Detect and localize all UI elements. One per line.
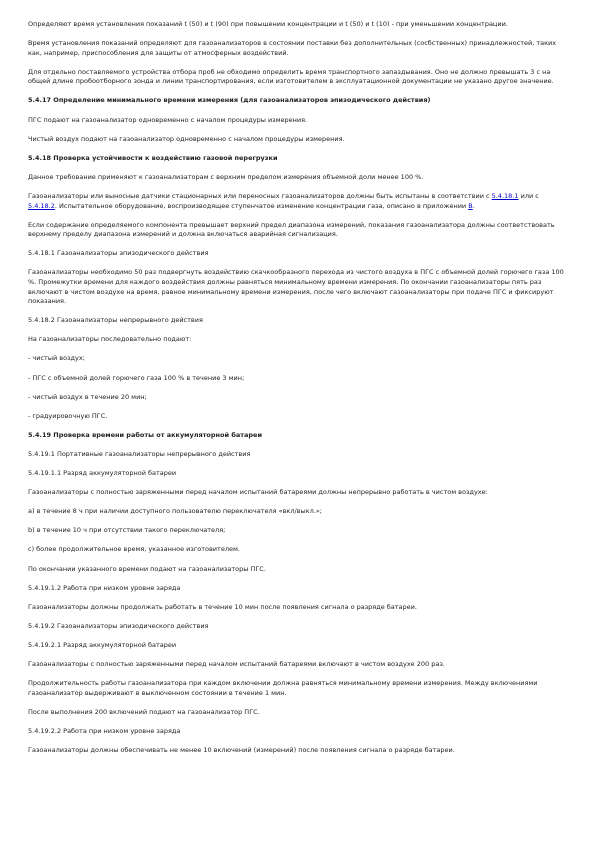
paragraph — [28, 708, 568, 718]
paragraph-text: Продолжительность работы газоанализатора при каждом включении должна равняться минимальному времени измерения. Между включениями газоанализатор выдерживают в выключенном состоянии в течение 1 мин. — [28, 679, 538, 697]
paragraph — [28, 526, 568, 536]
paragraph-text: 5.4.19.2.1 Разряд аккумуляторной батареи — [28, 640, 177, 649]
paragraph — [28, 507, 568, 517]
paragraph — [28, 393, 568, 403]
paragraph-text: ПГС подают на газоанализатор одновременно с началом процедуры измерения. — [28, 115, 308, 124]
paragraph — [28, 335, 568, 345]
paragraph-text: Газоанализаторы с полностью заряженными перед началом испытаний батареями включают в чистом воздухе 200 раз. — [28, 659, 445, 668]
paragraph — [28, 374, 568, 384]
paragraph — [28, 192, 568, 211]
paragraph — [28, 545, 568, 555]
document-body — [28, 20, 568, 765]
paragraph — [28, 746, 568, 756]
paragraph-text: Время установления показаний определяют для газоанализаторов в состоянии поставки без дополнительных (сосбственных) принадлежностей, таких как, например, приспособления для защиты от атмосферных воздействий. — [28, 39, 557, 57]
paragraph — [28, 221, 568, 240]
paragraph-text: Газоанализаторы с полностью заряженными перед началом испытаний батареями должны непрерывно работать в чистом воздухе: — [28, 488, 488, 497]
paragraph-text: 5.4.19.1 Портативные газоанализаторы непрерывного действия — [28, 449, 251, 458]
paragraph-text: . Испытательное оборудование, воспроизводящее ступенчатое изменение концентрации газа, описано в приложении — [54, 201, 469, 210]
paragraph-text: Для отдельно поставляемого устройства отбора проб не обходимо определить время транспортного запаздывания. Оно не должно превышать 3 с на общей длине пробоотборного зонда и линии транспортирования, если изготовителем в эксплуатационной документации не указано другое значение. — [28, 67, 554, 86]
paragraph-text: 5.4.19.2.2 Работа при низком уровне заряда — [28, 726, 181, 735]
paragraph — [28, 20, 568, 30]
paragraph-text: Газоанализаторы должны обеспечивать не менее 10 включений (измерений) после появления сигнала о разряде батареи. — [28, 745, 455, 754]
paragraph — [28, 450, 568, 460]
paragraph-text: Газоанализаторы необходимо 50 раз подвергнуть воздействию скачкообразного перехода из чистого воздуха в ПГС с объемной долей горючего газа 100 %. Промежутки времени для каждого воздействия должны равняться минимальному времени измерения. По окончании газоанализаторы пять раз включают в чистом воздухе на время, равное минимальному времени измерения, после чего включают газоанализаторы при подаче ПГС и фиксируют показания. — [28, 268, 564, 306]
paragraph-text: - ПГС с объемной долей горючего газа 100 % в течение 3 мин; — [28, 373, 245, 382]
paragraph-text: - чистый воздух в течение 20 мин; — [28, 392, 147, 401]
paragraph-text: 5.4.18.1 Газоанализаторы эпизодического действия — [28, 249, 209, 258]
paragraph — [28, 488, 568, 498]
paragraph-text: с) более продолжительное время, указанное изготовителем. — [28, 545, 240, 554]
paragraph-text: b) в течение 10 ч при отсутствии такого переключателя; — [28, 526, 226, 535]
paragraph-text: - чистый воздух; — [28, 354, 85, 363]
reference-link[interactable]: 5.4.18.1 — [491, 191, 519, 200]
paragraph-text: Газоанализаторы должны продолжать работать в течение 10 мин после появления сигнала о разряде батареи. — [28, 602, 417, 611]
paragraph-text: - градуировочную ПГС. — [28, 411, 108, 420]
paragraph — [28, 679, 568, 698]
paragraph — [28, 622, 568, 632]
paragraph — [28, 412, 568, 422]
paragraph-text: 5.4.18 Проверка устойчивости к воздействию газовой перегрузки — [28, 153, 278, 162]
paragraph-text: После выполнения 200 включений подают на газоанализатор ПГС. — [28, 707, 260, 716]
paragraph — [28, 173, 568, 183]
paragraph — [28, 727, 568, 737]
paragraph-text: 5.4.19.2 Газоанализаторы эпизодического действия — [28, 621, 209, 630]
paragraph-text: Если содержание определяемого компонента превышает верхний предел диапазона измерений, показания газоанализатора должны соответствовать верхнему пределу диапазона измерений и должна включаться аварийная сигнализация. — [28, 220, 555, 239]
paragraph — [28, 135, 568, 145]
reference-link[interactable]: 5.4.18.2 — [28, 201, 55, 210]
paragraph-text: 5.4.19 Проверка времени работы от аккумуляторной батареи — [28, 430, 263, 439]
paragraph-text: 5.4.19.1.2 Работа при низком уровне заряда — [28, 583, 181, 592]
paragraph — [28, 354, 568, 364]
section-heading — [28, 154, 568, 164]
paragraph-text: 5.4.19.1.1 Разряд аккумуляторной батареи — [28, 469, 177, 478]
paragraph — [28, 68, 568, 87]
section-heading — [28, 96, 568, 106]
paragraph-text: 5.4.18.2 Газоанализаторы непрерывного действия — [28, 316, 203, 325]
paragraph — [28, 584, 568, 594]
paragraph-text: Определяют время установления показаний t (50) и t (90) при повышении концентрации и t (50) и t (10) - при уменьшении концентрации. — [28, 20, 508, 28]
paragraph-text: По окончании указанного времени подают на газоанализаторы ПГС. — [28, 564, 266, 573]
paragraph-text: . — [472, 201, 475, 210]
paragraph-text: Данное требование применяют к газоанализаторам с верхним пределом измерения объемной доли менее 100 %. — [28, 172, 424, 181]
paragraph — [28, 249, 568, 259]
paragraph — [28, 39, 568, 58]
paragraph — [28, 565, 568, 575]
paragraph — [28, 641, 568, 651]
paragraph-text: 5.4.17 Определение минимального времени измерения (для газоанализаторов эпизодического действия) — [28, 96, 431, 105]
reference-link[interactable]: В — [468, 201, 473, 210]
paragraph-text: На газоанализаторы последовательно подают: — [28, 335, 192, 344]
paragraph-text: Чистый воздух подают на газоанализатор одновременно с началом процедуры измерения. — [28, 134, 345, 143]
paragraph — [28, 268, 568, 306]
paragraph-text: а) в течение 8 ч при наличии доступного пользователю переключателя «вкл/выкл.»; — [28, 507, 322, 516]
paragraph — [28, 660, 568, 670]
paragraph — [28, 603, 568, 613]
section-heading — [28, 431, 568, 441]
paragraph-text: Газоанализаторы или выносные датчики стационарных или переносных газоанализаторов должны быть испытаны в соответствии с — [28, 191, 492, 200]
paragraph — [28, 116, 568, 126]
paragraph — [28, 316, 568, 326]
paragraph-text: или с — [518, 191, 539, 200]
paragraph — [28, 469, 568, 479]
